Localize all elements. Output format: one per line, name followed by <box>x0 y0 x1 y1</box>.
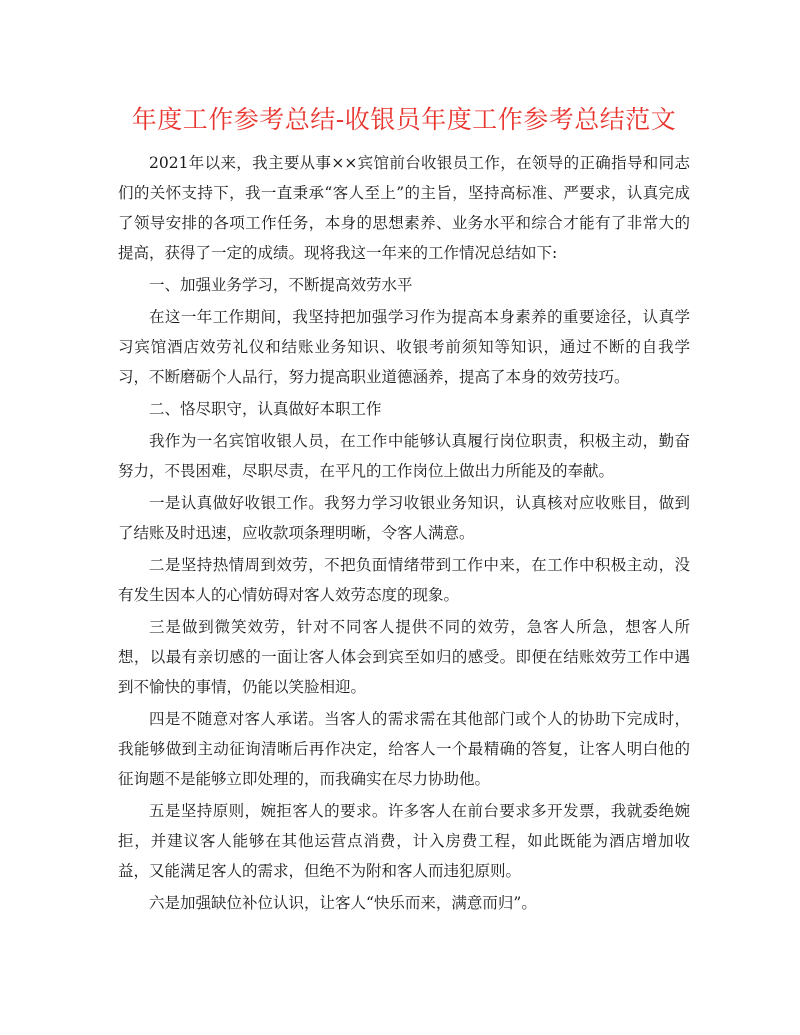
point-3-paragraph: 三是做到微笑效劳，针对不同客人提供不同的效劳，急客人所急，想客人所想，以最有亲切感的一面让客人体会到宾至如归的感受。即便在结账效劳工作中遇到不愉快的事情，仍能以笑脸相迎。 <box>118 618 690 696</box>
point-5-paragraph: 五是坚持原则，婉拒客人的要求。许多客人在前台要求多开发票，我就委绝婉拒，并建议客人能够在其他运营点消费，计入房费工程，如此既能为酒店增加收益，又能满足客人的需求，但绝不为附和客人而违犯原则。 <box>118 802 690 880</box>
point-1-paragraph: 一是认真做好收银工作。我努力学习收银业务知识，认真核对应收账目，做到了结账及时迅速，应收款项条理明晰，令客人满意。 <box>118 494 690 542</box>
section-2-paragraph: 我作为一名宾馆收银人员，在工作中能够认真履行岗位职责，积极主动，勤奋努力，不畏困难，尽职尽责，在平凡的工作岗位上做出力所能及的奉献。 <box>118 432 690 480</box>
point-2-paragraph: 二是坚持热情周到效劳，不把负面情绪带到工作中来，在工作中积极主动，没有发生因本人的心情妨碍对客人效劳态度的现象。 <box>118 556 690 604</box>
section-heading-2: 二、恪尽职守，认真做好本职工作 <box>149 400 382 418</box>
intro-paragraph: 2021年以来，我主要从事××宾馆前台收银员工作，在领导的正确指导和同志们的关怀支持下，我一直秉承“客人至上”的主旨，坚持高标准、严要求，认真完成了领导安排的各项工作任务，本身的思想素养、业务水平和综合才能有了非常大的提高，获得了一定的成绩。现将我这一年来的工作情况总结如下: <box>118 154 690 262</box>
point-4-paragraph: 四是不随意对客人承诺。当客人的需求需在其他部门或个人的协助下完成时，我能够做到主动征询清晰后再作决定，给客人一个最精确的答复，让客人明白他的征询题不是能够立即处理的，而我确实在尽力协助他。 <box>118 710 690 788</box>
section-heading-1: 一、加强业务学习，不断提高效劳水平 <box>149 276 413 294</box>
section-1-paragraph: 在这一年工作期间，我坚持把加强学习作为提高本身素养的重要途径，认真学习宾馆酒店效劳礼仪和结账业务知识、收银考前须知等知识，通过不断的自我学习，不断磨砺个人品行，努力提高职业道德涵养，提高了本身的效劳技巧。 <box>118 308 690 386</box>
point-6-paragraph: 六是加强缺位补位认识，让客人“快乐而来，满意而归”。 <box>149 894 537 912</box>
document-title: 年度工作参考总结-收银员年度工作参考总结范文 <box>131 105 677 134</box>
